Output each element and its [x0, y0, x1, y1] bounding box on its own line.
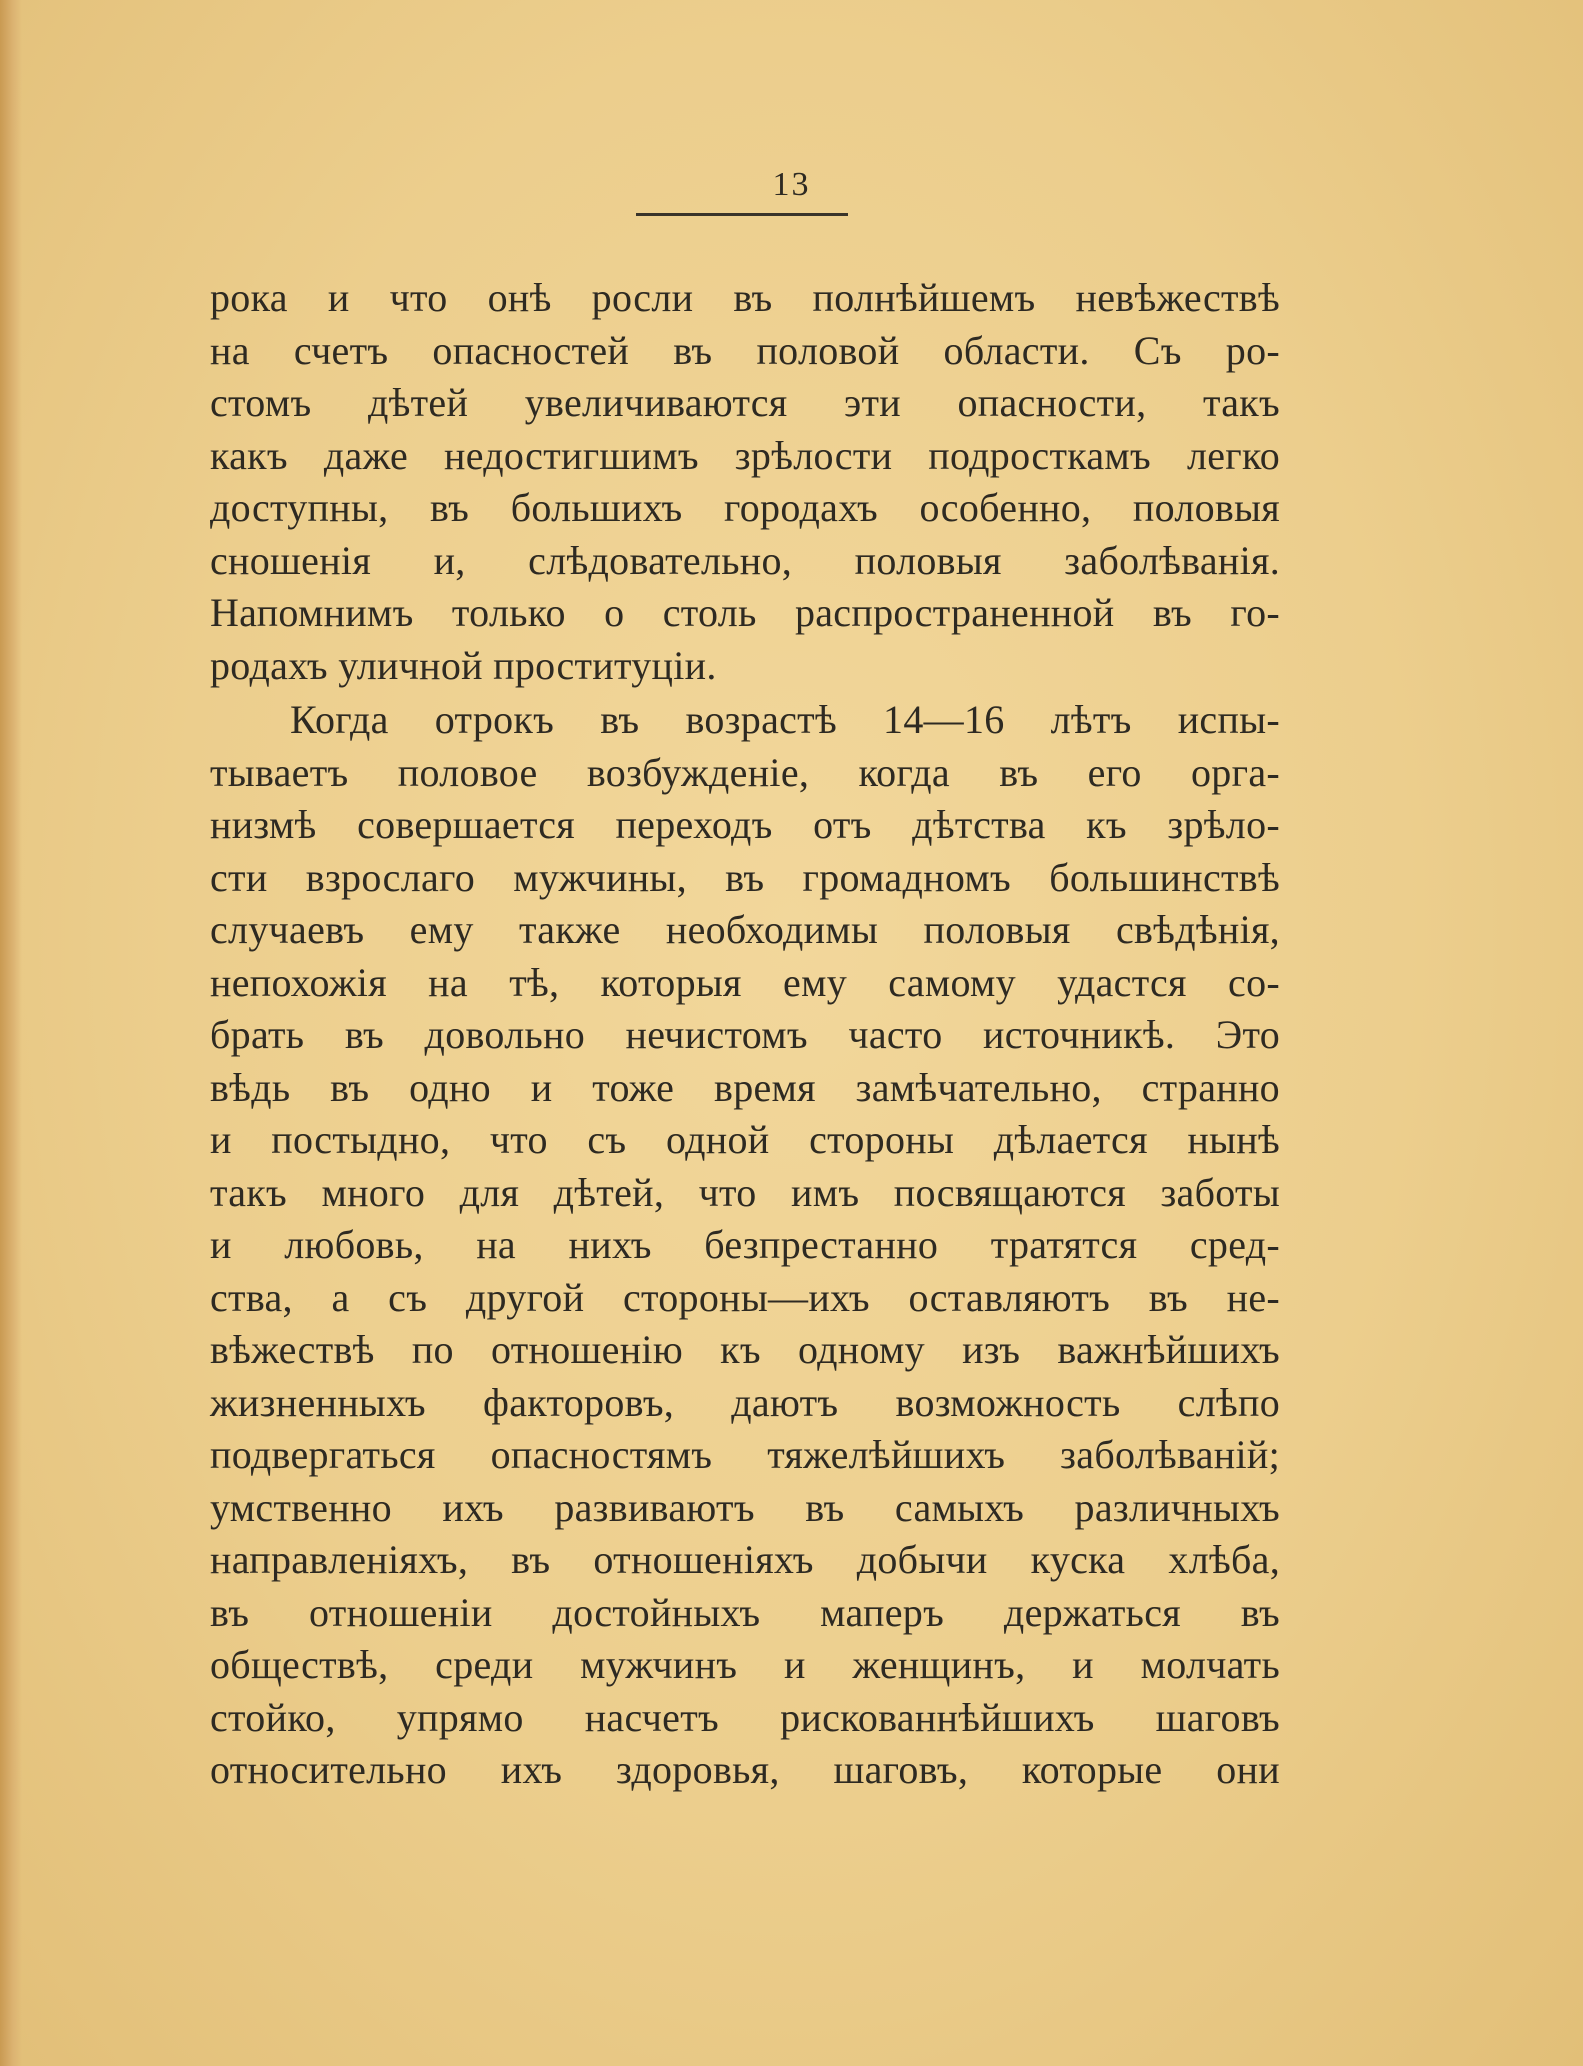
header-rule: [636, 213, 848, 216]
text-line: въ отношеніи достойныхъ маперъ держаться въ: [210, 1589, 1280, 1635]
text-line: родахъ уличной проституціи.: [210, 642, 717, 688]
text-line: такъ много для дѣтей, что имъ посвящаются заботы: [210, 1169, 1280, 1215]
text-line: стойко, упрямо насчетъ рискованнѣйшихъ шаговъ: [210, 1694, 1280, 1740]
text-line: случаевъ ему также необходимы половыя свѣдѣнія,: [210, 907, 1280, 952]
text-line: Когда отрокъ въ возрастѣ 14—16 лѣтъ испы-: [290, 697, 1280, 742]
text-line: сношенія и, слѣдовательно, половыя заболѣванія.: [210, 537, 1280, 583]
paragraph-1: [210, 272, 1280, 692]
text-line: стомъ дѣтей увеличиваются эти опасности, такъ: [210, 380, 1280, 425]
text-line: направленіяхъ, въ отношеніяхъ добычи куска хлѣба,: [210, 1537, 1280, 1582]
text-line: вѣдь въ одно и тоже время замѣчательно, странно: [210, 1064, 1280, 1110]
paragraph-2: [210, 694, 1280, 1797]
text-line: сти взрослаго мужчины, въ громадномъ большинствѣ: [210, 854, 1280, 900]
text-line: обществѣ, среди мужчинъ и женщинъ, и молчать: [210, 1642, 1280, 1687]
text-line: и любовь, на нихъ безпрестанно тратятся сред-: [210, 1222, 1280, 1267]
text-line: и постыдно, что съ одной стороны дѣлается нынѣ: [210, 1117, 1280, 1162]
page-binding-edge: [0, 0, 22, 2066]
text-line: относительно ихъ здоровья, шаговъ, которые они: [210, 1747, 1280, 1792]
text-line: на счетъ опасностей въ половой области. Съ ро-: [210, 327, 1280, 373]
text-line: жизненныхъ факторовъ, даютъ возможность слѣпо: [210, 1379, 1280, 1425]
text-line: подвергаться опасностямъ тяжелѣйшихъ заболѣваній;: [210, 1432, 1280, 1477]
text-line: умственно ихъ развиваютъ въ самыхъ различныхъ: [210, 1484, 1280, 1530]
text-line: какъ даже недостигшимъ зрѣлости подросткамъ легко: [210, 432, 1280, 478]
text-line: ства, а съ другой стороны—ихъ оставляютъ въ не-: [210, 1274, 1280, 1320]
text-line: вѣжествѣ по отношенію къ одному изъ важнѣйшихъ: [210, 1327, 1280, 1372]
text-line: доступны, въ большихъ городахъ особенно, половыя: [210, 485, 1280, 530]
page-number: 13: [772, 166, 811, 203]
text-line: Напомнимъ только о столь распространенной въ го-: [210, 590, 1280, 635]
body-text: [210, 272, 1280, 1797]
text-line: рока и что онѣ росли въ полнѣйшемъ невѣжествѣ: [210, 275, 1280, 320]
text-line: низмѣ совершается переходъ отъ дѣтства къ зрѣло-: [210, 802, 1280, 847]
text-line: непохожія на тѣ, которыя ему самому удастся со-: [210, 959, 1280, 1005]
text-line: брать въ довольно нечистомъ часто источникѣ. Это: [210, 1012, 1280, 1057]
text-line: тываетъ половое возбужденіе, когда въ его орга-: [210, 749, 1280, 795]
